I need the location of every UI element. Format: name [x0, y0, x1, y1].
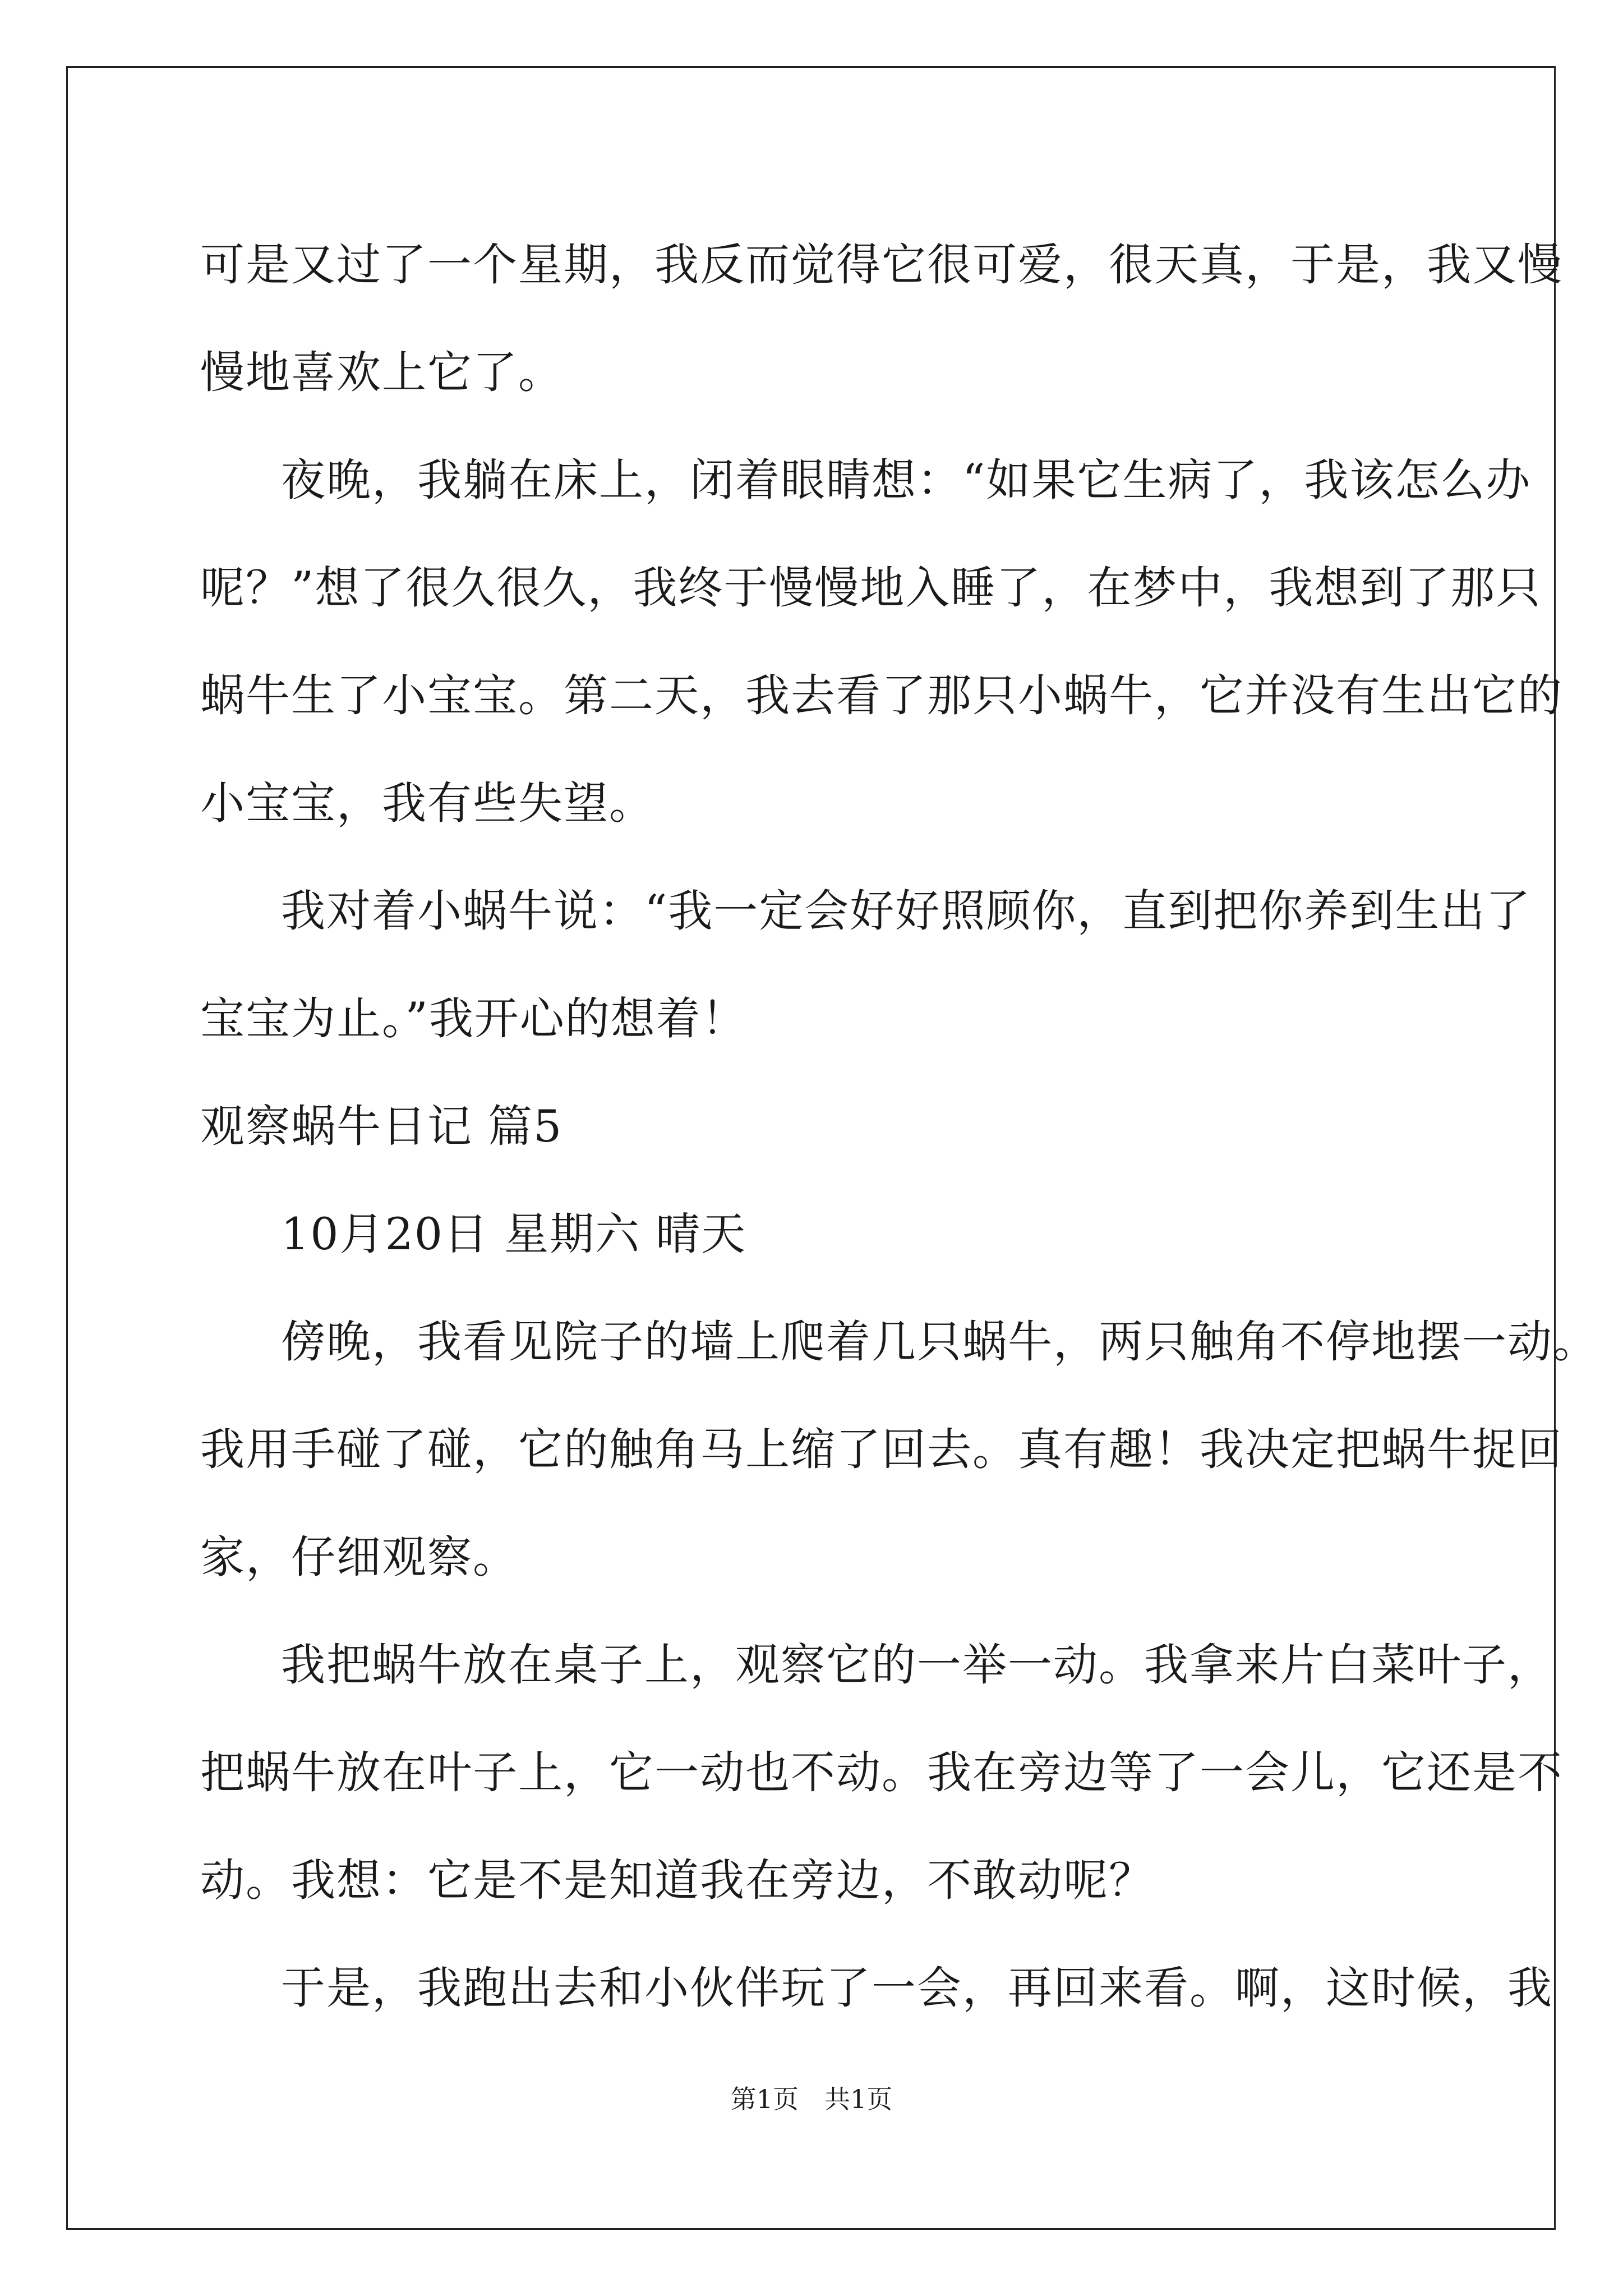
- text-line-4: 呢？”想了很久很久，我终于慢慢地入睡了，在梦中，我想到了那只: [200, 562, 1542, 614]
- text-line-8: 宝宝为止。”我开心的想着！: [200, 993, 747, 1045]
- text-line-7: 我对着小蜗牛说：“我一定会好好照顾你，直到把你养到生出了: [281, 885, 1532, 937]
- text-line-6: 小宝宝，我有些失望。: [200, 777, 654, 829]
- document-body: [200, 211, 1598, 2042]
- text-line-11: 傍晚，我看见院子的墙上爬着几只蜗牛，两只触角不停地摆一动。: [281, 1316, 1598, 1368]
- text-line-14: 我把蜗牛放在桌子上，观察它的一举一动。我拿来片白菜叶子，: [281, 1639, 1553, 1691]
- text-line-16: 动。我想：它是不是知道我在旁边，不敢动呢？: [200, 1855, 1154, 1906]
- text-line-13: 家，仔细观察。: [200, 1531, 518, 1583]
- page-number-footer: 第1页 共1页: [730, 2084, 893, 2114]
- text-line-3: 夜晚，我躺在床上，闭着眼睛想：“如果它生病了，我该怎么办: [281, 454, 1532, 506]
- section-heading: 观察蜗牛日记 篇5: [200, 1101, 563, 1152]
- text-line-1: 可是又过了一个星期，我反而觉得它很可爱，很天真，于是，我又慢: [200, 239, 1563, 291]
- diary-date-line: 10月20日 星期六 晴天: [281, 1208, 747, 1260]
- text-line-5: 蜗牛生了小宝宝。第二天，我去看了那只小蜗牛，它并没有生出它的: [200, 670, 1563, 721]
- text-line-15: 把蜗牛放在叶子上，它一动也不动。我在旁边等了一会儿，它还是不: [200, 1747, 1563, 1798]
- text-line-17: 于是，我跑出去和小伙伴玩了一会，再回来看。啊，这时候，我: [281, 1962, 1553, 2014]
- text-line-2: 慢地喜欢上它了。: [200, 347, 564, 398]
- text-line-12: 我用手碰了碰，它的触角马上缩了回去。真有趣！我决定把蜗牛捉回: [200, 1424, 1563, 1475]
